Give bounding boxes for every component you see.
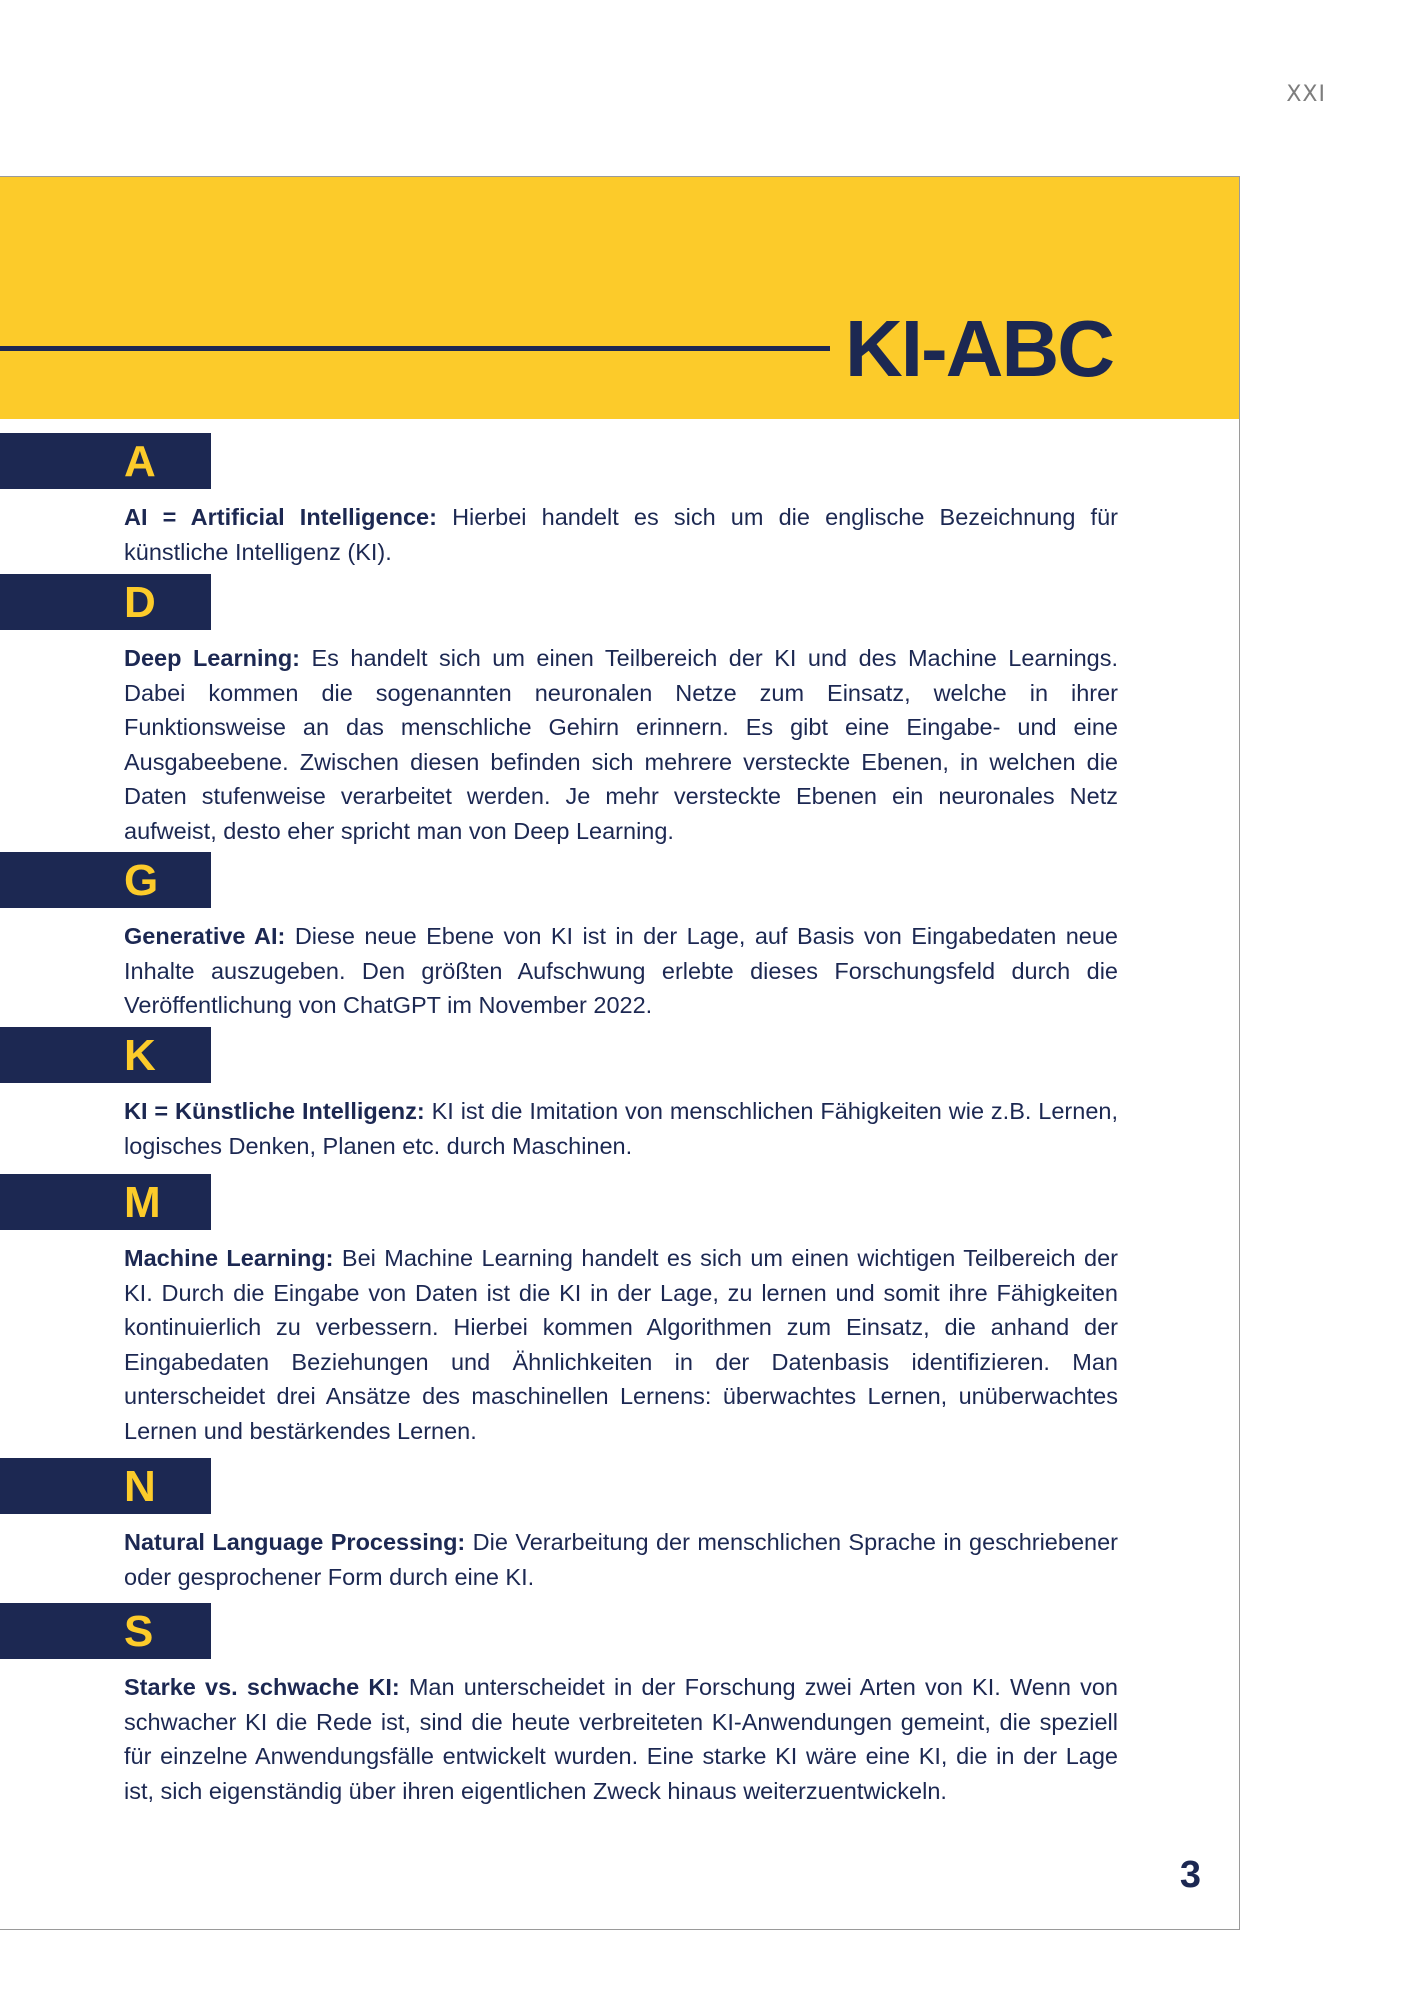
entry-term: Generative AI:	[124, 923, 286, 949]
letter-bar	[0, 1174, 211, 1230]
roman-page-number: XXI	[1286, 82, 1326, 107]
letter-bar	[0, 433, 211, 489]
entry-term: Machine Learning:	[124, 1245, 334, 1271]
letter-bar	[0, 1027, 211, 1083]
entry-definition: Bei Machine Learning handelt es sich um einen wichtigen Teilbereich der KI. Durch die Eingabe von Daten ist die KI in der Lage, zu lernen und somit ihre Fähigkeiten kontinuierlich zu verbessern. Hierbei kommen Algorithmen zum Einsatz, die anhand der Eingabedaten Beziehungen und Ähnlichkeiten in der Datenbasis identifizieren. Man unterscheidet drei Ansätze des maschinellen Lernens: überwachtes Lernen, unüberwachtes Lernen und bestärkendes Lernen.	[124, 1245, 1118, 1444]
letter-bar	[0, 1603, 211, 1659]
entry-term: Natural Language Processing:	[124, 1529, 466, 1555]
section-letter: N	[124, 1462, 156, 1511]
section-letter: K	[124, 1031, 156, 1080]
entry-definition: Es handelt sich um einen Teilbereich der KI und des Machine Learnings. Dabei kommen die sogenannten neuronalen Netze zum Einsatz, welche in ihrer Funktionsweise an das menschliche Gehirn erinnern. Es gibt eine Eingabe- und eine Ausgabeebene. Zwischen diesen befinden sich mehrere versteckte Ebenen, in welchen die Daten stufenweise verarbeitet werden. Je mehr versteckte Ebenen ein neuronales Netz aufweist, desto eher spricht man von Deep Learning.	[124, 645, 1118, 844]
entry-definition: Man unterscheidet in der Forschung zwei Arten von KI. Wenn von schwacher KI die Rede ist, sind die heute verbreiteten KI-Anwendungen gemeint, die speziell für einzelne Anwendungsfälle entwickelt wurden. Eine starke KI wäre eine KI, die in der Lage ist, sich eigenständig über ihren eigentlichen Zweck hinaus weiterzuentwickeln.	[124, 1674, 1118, 1804]
entry-definition: KI ist die Imitation von menschlichen Fähigkeiten wie z.B. Lernen, logisches Denken, Planen etc. durch Maschinen.	[124, 1098, 1118, 1159]
entry-text	[124, 919, 1118, 1023]
entry-definition: Hierbei handelt es sich um die englische Bezeichnung für künstliche Intelligenz (KI).	[124, 504, 1118, 565]
section-letter: M	[124, 1178, 161, 1227]
entry-term: Deep Learning:	[124, 645, 301, 671]
entry-text	[124, 500, 1118, 569]
page-title: KI-ABC	[845, 304, 1113, 393]
section-letter: A	[124, 437, 156, 486]
letter-bar	[0, 1458, 211, 1514]
entry-definition: Diese neue Ebene von KI ist in der Lage, auf Basis von Eingabedaten neue Inhalte auszugeben. Den größten Aufschwung erlebte dieses Forschungsfeld durch die Veröffentlichung von ChatGPT im November 2022.	[124, 923, 1118, 1018]
entry-term: KI = Künstliche Intelligenz:	[124, 1098, 425, 1124]
entry-term: Starke vs. schwache KI:	[124, 1674, 400, 1700]
entry-text	[124, 1525, 1118, 1594]
section-letter: G	[124, 856, 159, 905]
entry-text	[124, 1241, 1118, 1448]
letter-bar	[0, 852, 211, 908]
entry-definition: Die Verarbeitung der menschlichen Sprache in geschriebener oder gesprochener Form durch eine KI.	[124, 1529, 1118, 1590]
entry-text	[124, 641, 1118, 848]
page-number: 3	[1179, 1854, 1201, 1896]
entry-text	[124, 1094, 1118, 1163]
header-band	[0, 177, 1239, 419]
letter-bar	[0, 574, 211, 630]
section-letter: S	[124, 1607, 154, 1656]
entry-text	[124, 1670, 1118, 1808]
content-card	[0, 176, 1240, 1930]
section-letter: D	[124, 578, 156, 627]
header-divider-line	[0, 346, 830, 351]
entry-term: AI = Artificial Intelligence:	[124, 504, 437, 530]
